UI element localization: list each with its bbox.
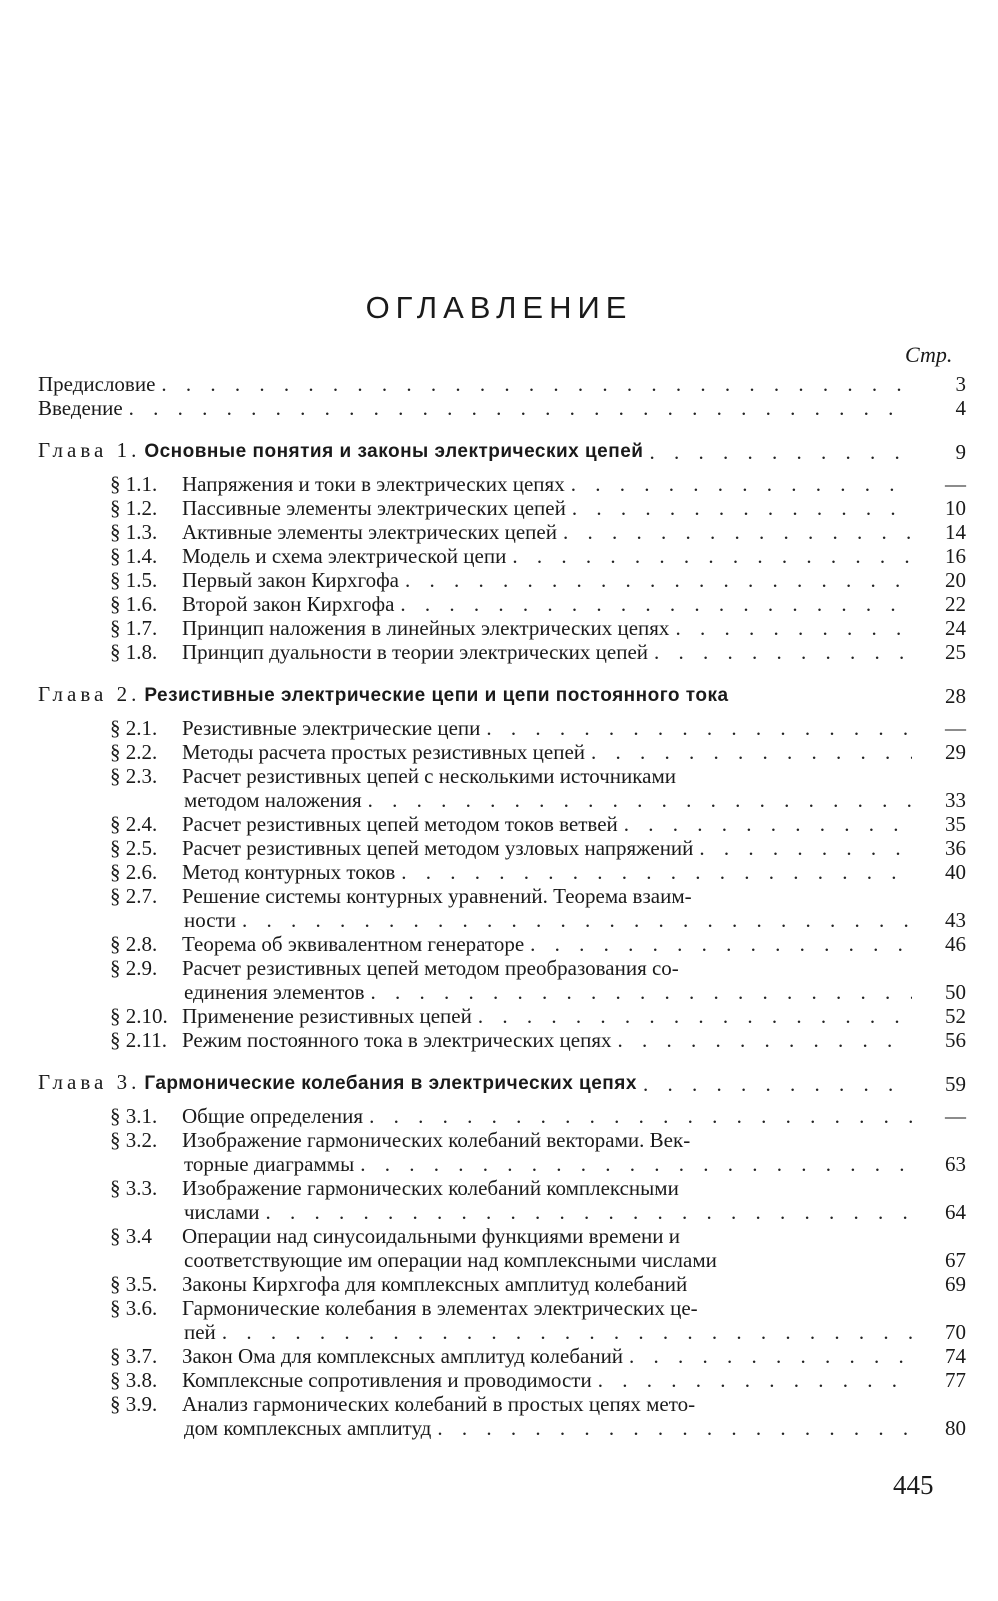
section-number: § 1.4. (110, 544, 158, 568)
section-page: 43 (945, 908, 966, 932)
toc-section[interactable] (38, 1272, 966, 1296)
section-number: § 1.8. (110, 640, 158, 664)
section-number: § 2.3. (110, 764, 158, 788)
section-title-line: Модель и схема электрической цепи (182, 544, 507, 568)
section-page: 63 (945, 1152, 966, 1176)
section-number: § 1.3. (110, 520, 158, 544)
leader-dots (563, 520, 912, 544)
toc-section[interactable] (38, 1392, 966, 1440)
section-page: 20 (945, 568, 966, 592)
section-page: 25 (945, 640, 966, 664)
section-number: § 3.8. (110, 1368, 158, 1392)
section-page: 52 (945, 1004, 966, 1028)
section-page: 10 (945, 496, 966, 520)
toc-section[interactable] (38, 544, 966, 568)
section-number: § 1.7. (110, 616, 158, 640)
leader-dots (624, 812, 912, 836)
section-page: — (945, 716, 966, 740)
section-number: § 3.1. (110, 1104, 158, 1128)
section-title-line: единения элементов (184, 980, 365, 1004)
leader-dots (265, 1200, 912, 1224)
toc-section[interactable] (38, 716, 966, 740)
leader-dots (572, 496, 912, 520)
toc-section[interactable] (38, 616, 966, 640)
leader-dots (129, 396, 912, 420)
section-title-line: Активные элементы электрических цепей (182, 520, 557, 544)
entry-title: Введение (38, 396, 123, 420)
section-page: — (945, 1104, 966, 1128)
leader-dots (486, 716, 912, 740)
chapter-heading[interactable] (38, 1070, 966, 1096)
toc-section[interactable] (38, 1004, 966, 1028)
toc-entry-preface[interactable] (38, 372, 966, 396)
section-number: § 3.6. (110, 1296, 158, 1320)
section-page: 14 (945, 520, 966, 544)
toc-section[interactable] (38, 836, 966, 860)
section-number: § 3.9. (110, 1392, 158, 1416)
toc-section[interactable] (38, 764, 966, 812)
toc-section[interactable] (38, 1028, 966, 1052)
chapter-title: Резистивные электрические цепи и цепи постоянного тока (144, 685, 729, 706)
section-page: 24 (945, 616, 966, 640)
chapter-label: Глава 1. (38, 438, 141, 462)
section-page: 80 (945, 1416, 966, 1440)
toc-section[interactable] (38, 592, 966, 616)
section-title-line: Расчет резистивных цепей методом преобразования со- (182, 956, 679, 980)
toc-section[interactable] (38, 1224, 966, 1272)
section-page: 35 (945, 812, 966, 836)
toc-section[interactable] (38, 860, 966, 884)
toc-section[interactable] (38, 1344, 966, 1368)
section-title-line: Расчет резистивных цепей методом узловых напряжений (182, 836, 694, 860)
leader-dots (369, 1104, 912, 1128)
section-page: 74 (945, 1344, 966, 1368)
toc-section[interactable] (38, 932, 966, 956)
leader-dots (368, 788, 912, 812)
leader-dots (360, 1152, 912, 1176)
section-title-line: Методы расчета простых резистивных цепей (182, 740, 585, 764)
section-number: § 2.5. (110, 836, 158, 860)
chapter-heading[interactable] (38, 438, 966, 464)
section-number: § 2.1. (110, 716, 158, 740)
toc-section[interactable] (38, 640, 966, 664)
section-title-line: Первый закон Кирхгофа (182, 568, 400, 592)
section-title-line: соответствующие им операции над комплексными числами (184, 1248, 717, 1272)
page-column-label: Стр. (905, 342, 953, 367)
section-title-line: Комплексные сопротивления и проводимости (182, 1368, 592, 1392)
section-page: 36 (945, 836, 966, 860)
section-page: 46 (945, 932, 966, 956)
section-title-line: Гармонические колебания в элементах электрических це- (182, 1296, 698, 1320)
toc-section[interactable] (38, 884, 966, 932)
section-page: 69 (945, 1272, 966, 1296)
section-title-line: дом комплексных амплитуд (184, 1416, 432, 1440)
chapter-heading[interactable] (38, 682, 966, 708)
section-title-line: числами (184, 1200, 260, 1224)
section-title-line: Резистивные электрические цепи (182, 716, 481, 740)
section-number: § 3.7. (110, 1344, 158, 1368)
section-title-line: Анализ гармонических колебаний в простых цепях мето- (182, 1392, 696, 1416)
section-page: 33 (945, 788, 966, 812)
section-title-line: Метод контурных токов (182, 860, 396, 884)
section-title-line: пей (184, 1320, 216, 1344)
section-page: 50 (945, 980, 966, 1004)
section-page: 29 (945, 740, 966, 764)
section-number: § 2.7. (110, 884, 158, 908)
leader-dots (405, 568, 912, 592)
leader-dots (598, 1368, 912, 1392)
entry-page: 3 (955, 372, 966, 396)
toc-section[interactable] (38, 496, 966, 520)
leader-dots (675, 616, 912, 640)
toc-section[interactable] (38, 472, 966, 496)
leader-dots (161, 372, 912, 396)
toc-section[interactable] (38, 1176, 966, 1224)
section-title-line: Напряжения и токи в электрических цепях (182, 472, 565, 496)
section-title-line: Принцип наложения в линейных электрических цепях (182, 616, 670, 640)
section-number: § 1.5. (110, 568, 158, 592)
section-number: § 3.4 (110, 1224, 152, 1248)
section-number: § 2.10. (110, 1004, 168, 1028)
toc-section[interactable] (38, 520, 966, 544)
section-title-line: Второй закон Кирхгофа (182, 592, 395, 616)
leader-dots (649, 440, 912, 464)
section-title-line: Решение системы контурных уравнений. Теорема взаим- (182, 884, 692, 908)
toc-section[interactable] (38, 956, 966, 1004)
section-number: § 2.2. (110, 740, 158, 764)
leader-dots (699, 836, 912, 860)
section-page: — (945, 472, 966, 496)
section-page: 16 (945, 544, 966, 568)
leader-dots (478, 1004, 912, 1028)
section-number: § 2.9. (110, 956, 158, 980)
section-page: 70 (945, 1320, 966, 1344)
chapter-label: Глава 3. (38, 1070, 141, 1094)
toc-section[interactable] (38, 1128, 966, 1176)
section-number: § 1.6. (110, 592, 158, 616)
section-number: § 2.4. (110, 812, 158, 836)
leader-dots (618, 1028, 913, 1052)
section-title-line: Расчет резистивных цепей методом токов ветвей (182, 812, 618, 836)
page-number: 445 (893, 1470, 934, 1500)
chapter-page: 9 (955, 440, 966, 464)
section-title-line: Расчет резистивных цепей с несколькими источниками (182, 764, 676, 788)
leader-dots (222, 1320, 912, 1344)
leader-dots (571, 472, 912, 496)
toc-entry-introduction[interactable] (38, 396, 966, 420)
toc-section[interactable] (38, 812, 966, 836)
leader-dots (371, 980, 912, 1004)
section-page: 64 (945, 1200, 966, 1224)
page-title: ОГЛАВЛЕНИЕ (365, 290, 633, 325)
section-title-line: торные диаграммы (184, 1152, 355, 1176)
chapter-page: 28 (945, 684, 966, 708)
chapter-title: Гармонические колебания в электрических цепях (144, 1073, 637, 1094)
section-title-line: ности (184, 908, 236, 932)
chapter-title: Основные понятия и законы электрических цепей (144, 441, 644, 462)
section-title-line: Пассивные элементы электрических цепей (182, 496, 566, 520)
section-number: § 2.11. (110, 1028, 167, 1052)
section-number: § 1.2. (110, 496, 158, 520)
section-title-line: Общие определения (182, 1104, 364, 1128)
section-number: § 3.5. (110, 1272, 158, 1296)
chapter-page: 59 (945, 1072, 966, 1096)
chapter-label: Глава 2. (38, 682, 141, 706)
section-title-line: Закон Ома для комплексных амплитуд колебаний (182, 1344, 624, 1368)
chapters-list (38, 438, 966, 1440)
section-number: § 3.2. (110, 1128, 158, 1152)
leader-dots (591, 740, 912, 764)
section-number: § 2.6. (110, 860, 158, 884)
section-page: 56 (945, 1028, 966, 1052)
toc-section[interactable] (38, 740, 966, 764)
section-title-line: Законы Кирхгофа для комплексных амплитуд колебаний (182, 1272, 688, 1296)
section-number: § 1.1. (110, 472, 158, 496)
section-page: 22 (945, 592, 966, 616)
section-title-line: Теорема об эквивалентном генераторе (182, 932, 525, 956)
section-number: § 3.3. (110, 1176, 158, 1200)
leader-dots (242, 908, 912, 932)
section-number: § 2.8. (110, 932, 158, 956)
toc-section[interactable] (38, 1368, 966, 1392)
entry-title: Предисловие (38, 372, 156, 396)
section-page: 40 (945, 860, 966, 884)
leader-dots (400, 592, 912, 616)
toc-section[interactable] (38, 1104, 966, 1128)
section-title-line: Режим постоянного тока в электрических цепях (182, 1028, 612, 1052)
section-title-line: Операции над синусоидальными функциями времени и (182, 1224, 680, 1248)
toc-section[interactable] (38, 568, 966, 592)
toc-section[interactable] (38, 1296, 966, 1344)
leader-dots (512, 544, 912, 568)
leader-dots (643, 1072, 912, 1096)
table-of-contents (38, 372, 966, 1440)
leader-dots (629, 1344, 912, 1368)
section-page: 67 (945, 1248, 966, 1272)
section-title-line: Изображение гармонических колебаний векторами. Век- (182, 1128, 691, 1152)
section-page: 77 (945, 1368, 966, 1392)
section-title-line: Применение резистивных цепей (182, 1004, 472, 1028)
leader-dots (530, 932, 912, 956)
section-title-line: Принцип дуальности в теории электрических цепей (182, 640, 649, 664)
leader-dots (437, 1416, 912, 1440)
section-title-line: методом наложения (184, 788, 362, 812)
leader-dots (401, 860, 912, 884)
leader-dots (654, 640, 912, 664)
section-title-line: Изображение гармонических колебаний комплексными (182, 1176, 679, 1200)
entry-page: 4 (955, 396, 966, 420)
